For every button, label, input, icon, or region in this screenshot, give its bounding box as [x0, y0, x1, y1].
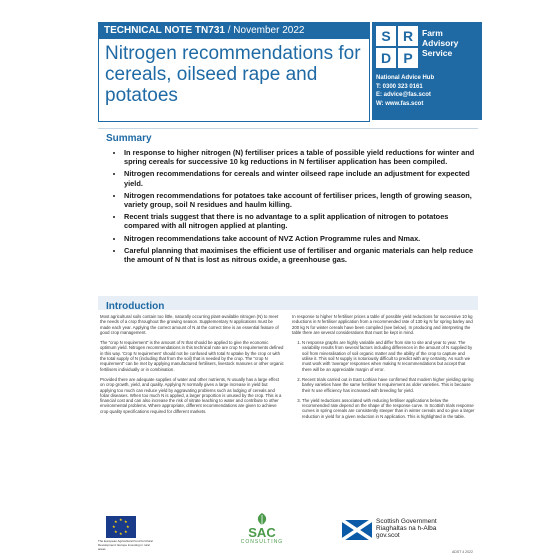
consideration-item: 1. N response graphs are highly variable and differ from site to site and year to year. The variability results from several factors including differences in the amount of N supplied by soil from mineralisation of soil organic matter and the ability of the crop to capture and utilise it. This soil N supply is notoriously difficult to predict with any certainty. As such we must work with 'average' responses when making N recommendations but accept that there will be an appreciable margin of error.: [302, 340, 476, 372]
introduction-heading: Introduction: [106, 301, 165, 312]
brand-name-line: Advisory: [422, 38, 459, 48]
sac-consulting-logo: [222, 512, 302, 552]
srdp-logo: [376, 26, 418, 68]
header: [92, 16, 484, 126]
page-title: Nitrogen recommendations for cereals, oilseed rape and potatoes: [105, 43, 361, 106]
contact-web[interactable]: W: www.fas.scot: [376, 100, 424, 107]
intro-paragraph: Provided there are adequate supplies of water and other nutrients, N usually has a large effect on crop growth, yield, and quality. Applying N normally gives a large increase in yield but applying too much can reduce yield by aggravating problems such as lodging of cereals and foliar diseases. When too much N is applied, a larger proportion is unused by the crop. This is a financial cost and can also increase the risk of nitrate leaching to water and contribute to other environmental problems. Where appropriate, different recommendations are given to achieve crop quality specifications required for different markets.: [100, 376, 282, 414]
logo-letter: S: [376, 26, 396, 46]
fas-brand-panel: [372, 22, 482, 120]
summary-list: [98, 148, 478, 264]
summary-bullet: • Careful planning that maximises the efficient use of fertiliser and organic materials can help reduce the amount of N that is lost as nitrous oxide, a greenhouse gas.: [124, 246, 478, 264]
title-box: [98, 22, 370, 122]
contact-phone[interactable]: T: 0300 323 0161: [376, 83, 423, 90]
intro-paragraph: Most agricultural soils contain too little, naturally occurring plant-available nitrogen (N) to meet the needs of a crop throughout the growing season. Supplementary N applications must be made each year. Applying the correct amount of N at the correct time is an essential feature of good crop management.: [100, 314, 279, 335]
document-reference: ADST 4 2022: [452, 550, 473, 554]
saltire-flag-icon: [342, 520, 372, 540]
tech-note-date: / November 2022: [224, 25, 305, 36]
logo-letter: D: [376, 48, 396, 68]
contact-email[interactable]: E: advice@fas.scot: [376, 92, 431, 98]
scot-gov-url[interactable]: gov.scot: [376, 532, 400, 539]
brand-name: [422, 28, 480, 58]
considerations-list: [292, 340, 476, 419]
introduction-heading-bar: [98, 296, 478, 310]
intro-paragraph: In response to higher N fertiliser prices a table of possible yield reductions for successive 10 kg reductions in N fertiliser application from a recommended rate of 130 kg N for spring barley and 200 kg N for winter cereals have been compiled (see below). In producing and interpreting the table there are several considerations that must be kept in mind.: [292, 314, 473, 335]
footer: [92, 512, 484, 556]
summary-bullet: • Nitrogen recommendations for cereals and winter oilseed rape include an adjustment for expected yield.: [124, 169, 478, 187]
intro-left-column: [100, 314, 284, 419]
technical-note-page: [92, 16, 484, 556]
scot-gov-text: [376, 518, 476, 539]
consideration-item: 2. Recent trials carried out in East Lothian have confirmed that modern higher yielding spring barley varieties have the same fertiliser N requirement as older varieties. This is because their N use efficiency has increased with breeding for yield.: [302, 377, 476, 393]
eu-flag-icon: ★ ★ ★ ★ ★ ★ ★ ★: [106, 516, 136, 538]
summary-bullet: • In response to higher nitrogen (N) fertiliser prices a table of possible yield reductions for winter and spring cereals for successive 10 kg reductions in N fertiliser application has been compiled.: [124, 148, 478, 166]
sac-leaf-icon: [251, 512, 273, 526]
logo-letter: R: [398, 26, 418, 46]
summary-bullet: • Nitrogen recommendations for potatoes take account of fertiliser prices, length of growing season, variety group, soil N residues and haulm killing.: [124, 191, 478, 209]
summary-section: [98, 128, 478, 297]
summary-heading: Summary: [106, 133, 152, 144]
contact-details: [376, 74, 480, 108]
intro-paragraph: The "crop N requirement" is the amount of N that should be applied to give the economic optimum yield. Nitrogen recommendations in this technical note are crop N requirements defined in this way. 'Crop N requirement' should not be confused with total N uptake by the crop or with the total supply of N (including that from the soil) that is needed by the crop. The "crop N requirement" can be met by applying manufactured fertilisers, livestock manures or other organic fertilisers individually or in combination.: [100, 340, 284, 372]
scot-gov-name: Scottish Government: [376, 518, 437, 525]
logo-letter: P: [398, 48, 418, 68]
scot-gov-gaelic: Riaghaltas na h-Alba: [376, 525, 437, 532]
contact-hub: National Advice Hub: [376, 75, 435, 81]
brand-name-line: Service: [422, 48, 453, 58]
brand-name-line: Farm: [422, 28, 443, 38]
tech-note-bar: [99, 23, 369, 39]
summary-bullet: • Recent trials suggest that there is no advantage to a split application of nitrogen to potatoes compared with all nitrogen applied at planting.: [124, 212, 478, 230]
eu-funding-text: The European Agricultural Fund for Rural Development: Europe investing in rural areas: [98, 539, 153, 551]
tech-note-id: TECHNICAL NOTE TN731: [104, 25, 225, 36]
summary-bullet: • Nitrogen recommendations take account of NVZ Action Programme rules and Nmax.: [124, 234, 478, 243]
scottish-government-logo: [342, 518, 482, 548]
consideration-item: 3. The yield reductions associated with reducing fertiliser applications below the recommended rate depend on the shape of the response curve. In Scottish trials response curves in spring cereals are consistently steeper than in winter cereals and so give a larger reduction in yield for a given reduction in N application. This is highlighted in the table.: [302, 398, 476, 419]
sac-name: SAC: [248, 525, 276, 540]
sac-subtitle: CONSULTING: [240, 539, 284, 545]
intro-right-column: [292, 314, 476, 424]
